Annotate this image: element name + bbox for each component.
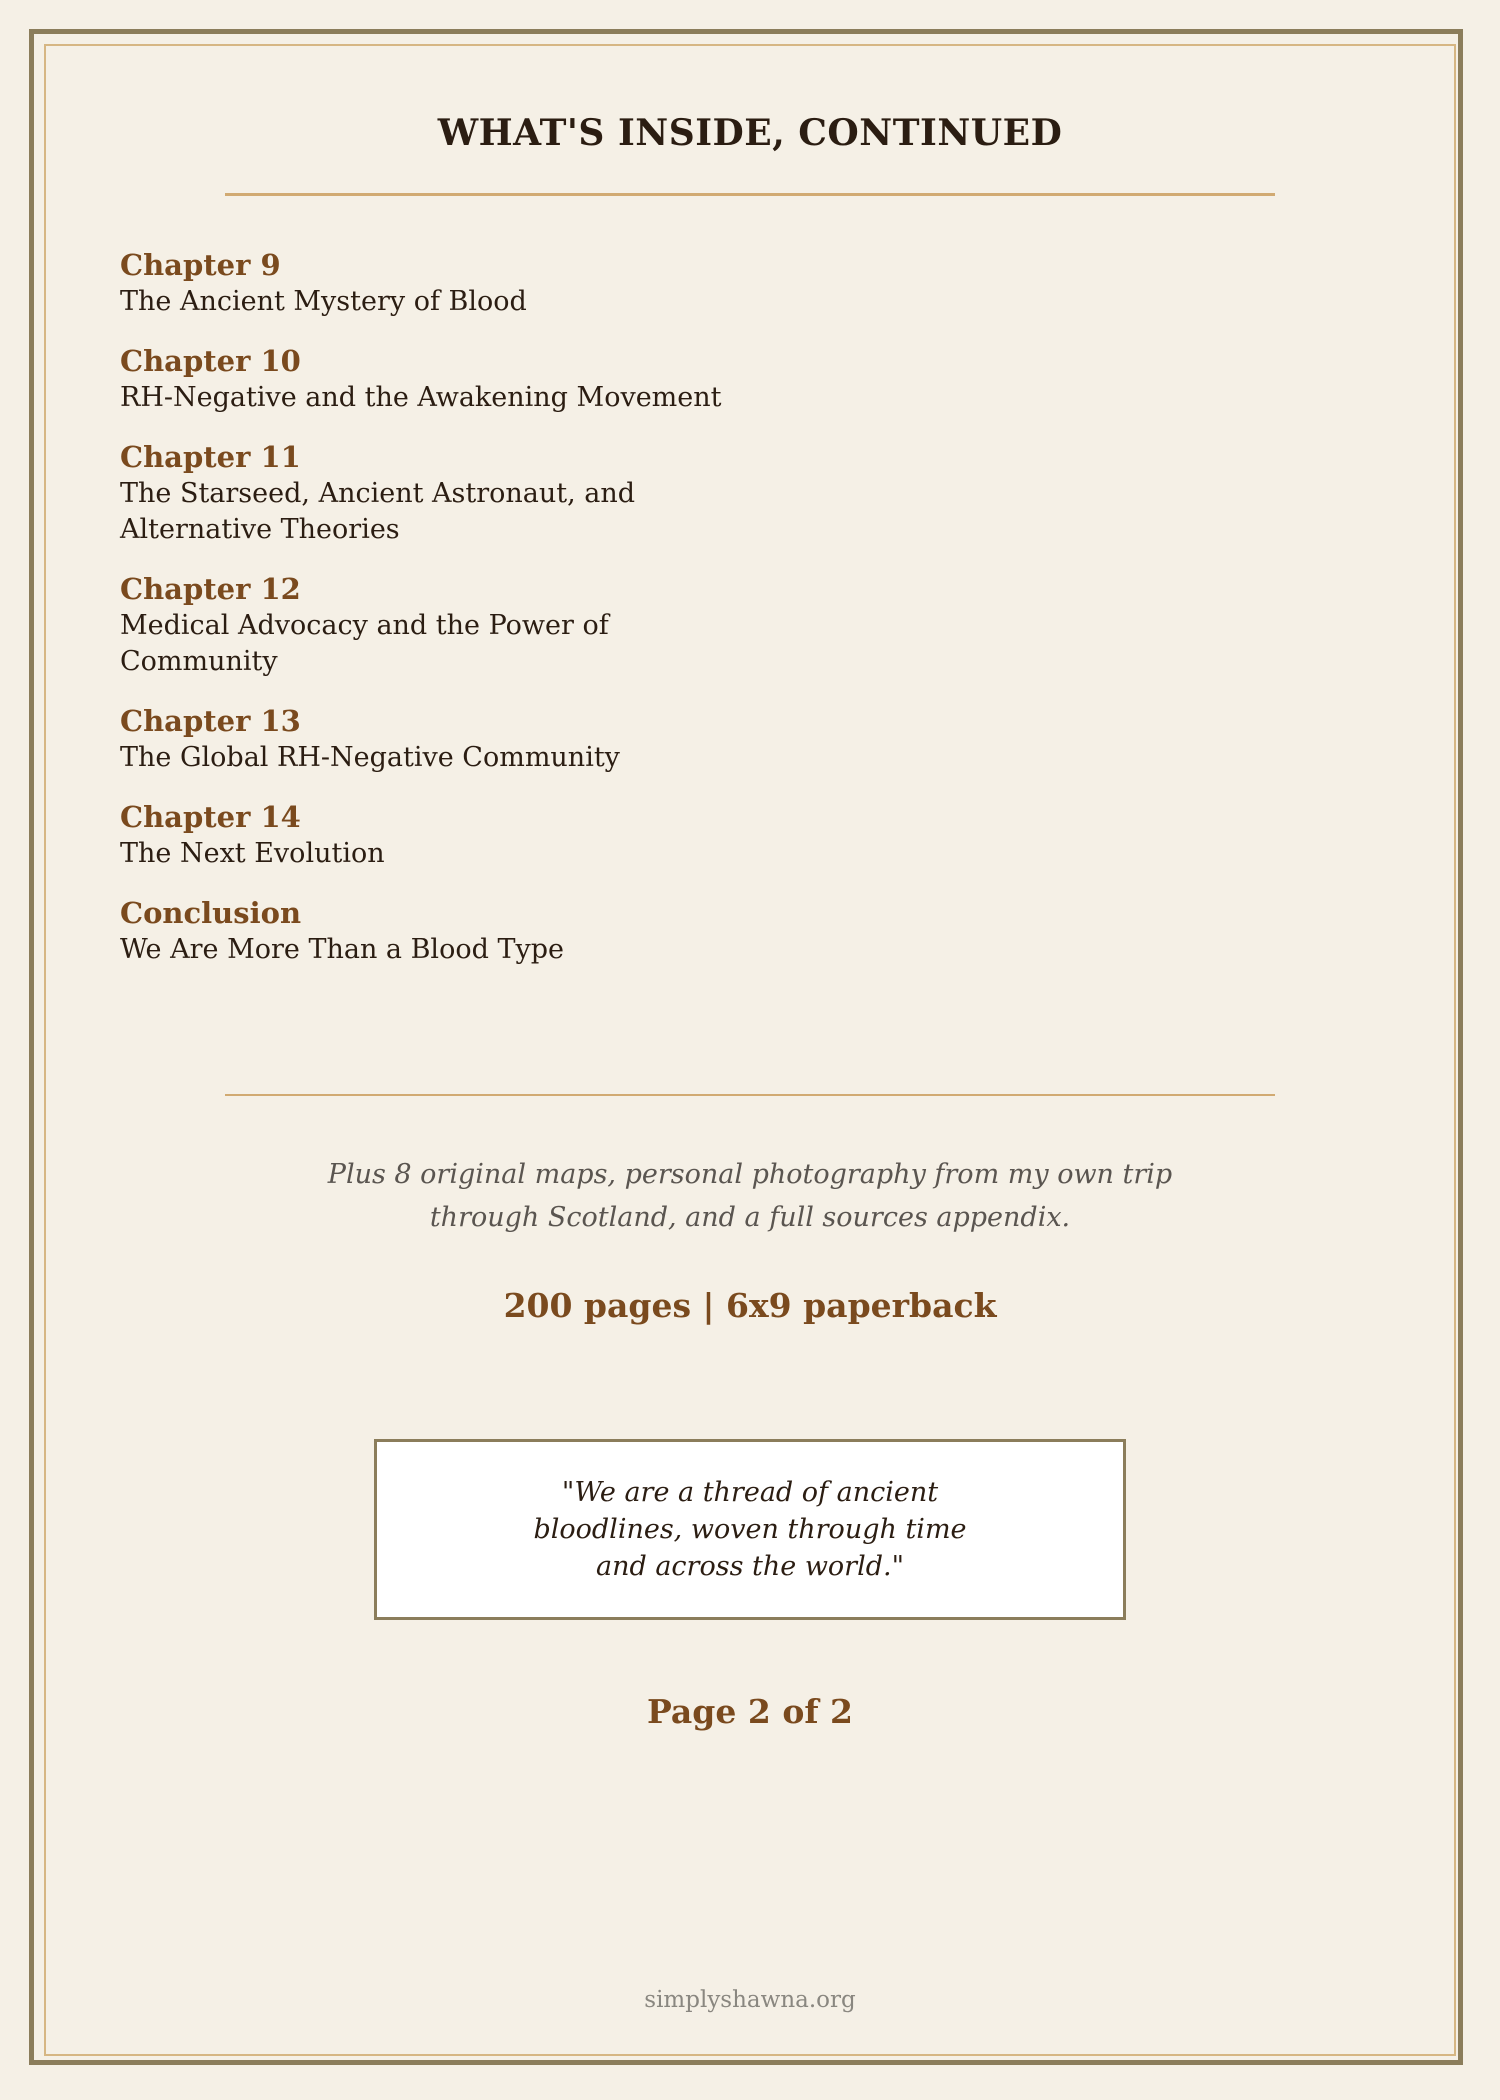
title-divider [225,193,1275,196]
quote-text: "We are a thread of ancient bloodlines, woven through time and across the world." [533,1477,967,1582]
section-divider [225,1094,1275,1096]
chapter-item [120,570,760,680]
chapter-label: Conclusion [120,896,302,930]
chapter-title: The Starseed, Ancient Astronaut, and Alternative Theories [120,478,636,545]
chapter-label: Chapter 10 [120,344,301,378]
chapter-title: Medical Advocacy and the Power of Community [120,610,609,677]
chapter-item [120,702,760,776]
chapter-item [120,894,760,968]
chapter-label: Chapter 12 [120,572,301,606]
chapter-title: RH-Negative and the Awakening Movement [120,382,722,413]
chapter-label: Chapter 11 [120,440,301,474]
chapter-list [120,246,760,990]
extras-note: Plus 8 original maps, personal photography from my own trip through Scotland, and a full sources appendix. [327,1159,1173,1233]
chapter-title: The Global RH-Negative Community [120,742,620,773]
book-specs: 200 pages | 6x9 paperback [503,1286,997,1325]
chapter-item [120,342,760,416]
chapter-title: We Are More Than a Blood Type [120,934,564,965]
chapter-title: The Next Evolution [120,838,385,869]
quote-box [374,1439,1126,1620]
chapter-item [120,438,760,548]
page-number: Page 2 of 2 [647,1692,853,1731]
page-title: WHAT'S INSIDE, CONTINUED [437,112,1063,154]
chapter-item [120,798,760,872]
chapter-title: The Ancient Mystery of Blood [120,286,527,317]
chapter-item [120,246,760,320]
footer-url: simplyshawna.org [644,1987,856,2013]
chapter-label: Chapter 9 [120,248,281,282]
chapter-label: Chapter 14 [120,800,301,834]
chapter-label: Chapter 13 [120,704,301,738]
